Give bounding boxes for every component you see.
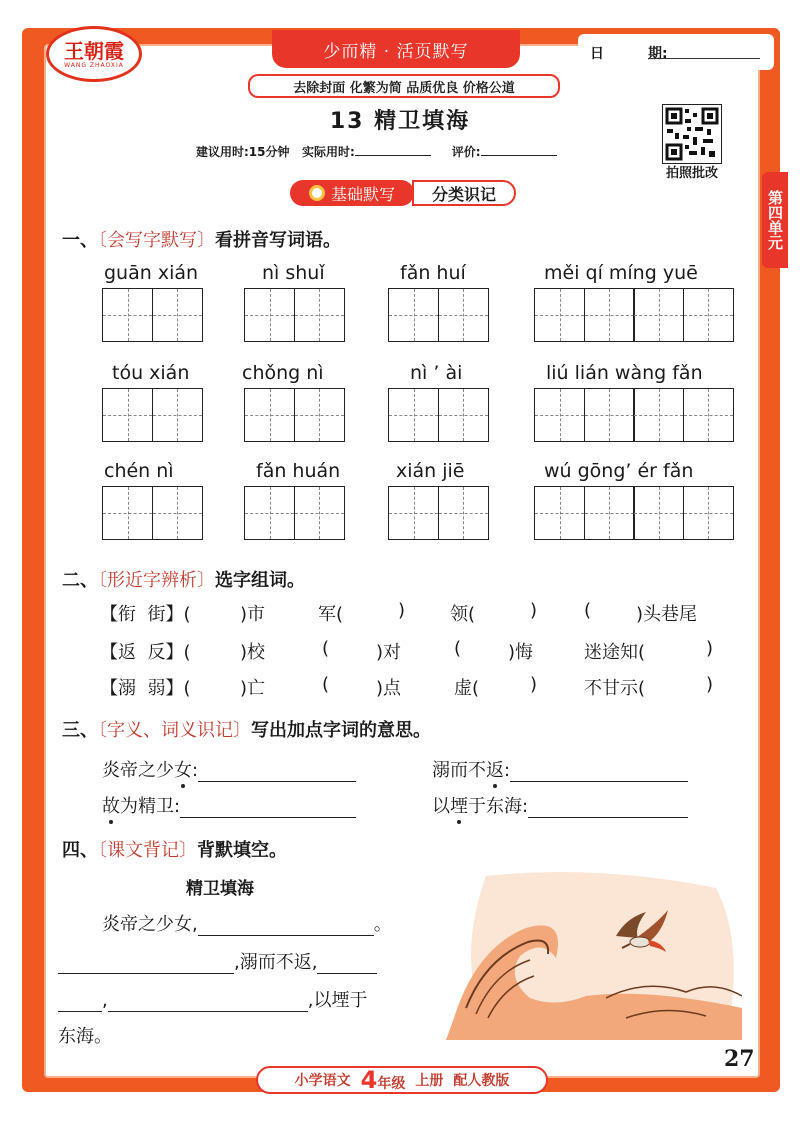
dotted-char: 返 bbox=[486, 760, 504, 781]
meaning-item bbox=[432, 792, 688, 818]
section-pill-main bbox=[290, 180, 414, 206]
meaning-text: 溺而不 bbox=[432, 760, 486, 781]
poem-blank[interactable] bbox=[58, 993, 102, 1012]
choice-text: )校 bbox=[240, 642, 266, 663]
choice-text: )悔 bbox=[508, 642, 534, 663]
choice-text: )头巷尾 bbox=[636, 604, 698, 625]
choice-text: ) bbox=[530, 674, 538, 695]
choice-text: 虚( bbox=[454, 678, 480, 699]
section4-tag: 〔课文背记〕 bbox=[98, 840, 197, 861]
poem-line: 东海。 bbox=[58, 1026, 112, 1047]
poem-text: 炎帝之少女, bbox=[102, 914, 198, 935]
choice-text: )点 bbox=[376, 678, 402, 699]
poem-line bbox=[102, 910, 392, 936]
brand-logo bbox=[46, 26, 142, 82]
section3-tag: 〔字义、词义识记〕 bbox=[98, 720, 251, 741]
pinyin-label: nì shuǐ bbox=[262, 262, 325, 284]
actual-time-label: 实际用时: bbox=[302, 145, 355, 159]
choice-text: ) bbox=[530, 600, 538, 621]
choice-text: ) bbox=[398, 600, 406, 621]
section-pill-sub: 分类识记 bbox=[412, 180, 516, 206]
slogan-strip: 去除封面 化繁为简 品质优良 价格公道 bbox=[248, 74, 560, 98]
writing-grid[interactable] bbox=[388, 388, 489, 442]
medal-icon bbox=[309, 185, 325, 201]
pinyin-label: liú lián wàng fǎn bbox=[546, 362, 703, 384]
logo-text: 王朝霞 bbox=[64, 38, 124, 63]
meaning-text: 炎帝之少 bbox=[102, 760, 174, 781]
meaning-item bbox=[102, 756, 356, 782]
pinyin-label: chǒng nì bbox=[242, 362, 324, 384]
series-banner: 少而精 · 活页默写 bbox=[272, 30, 520, 68]
unit-side-tab: 第四单元 bbox=[762, 172, 788, 268]
section4-number: 四、 bbox=[62, 840, 98, 861]
poem-blank[interactable] bbox=[108, 993, 308, 1012]
qr-label: 拍照批改 bbox=[665, 166, 718, 181]
dotted-char: 堙 bbox=[450, 796, 468, 817]
choice-text: 领( bbox=[450, 604, 476, 625]
date-box bbox=[578, 34, 774, 70]
pinyin-label: guān xián bbox=[104, 262, 199, 284]
choice-text: 迷途知( bbox=[584, 642, 646, 663]
date-label-2: 期: bbox=[648, 46, 668, 62]
section2-instruction: 选字组词。 bbox=[215, 570, 305, 591]
poem-blank[interactable] bbox=[317, 955, 377, 974]
choice-text: ) bbox=[706, 674, 714, 695]
section2-number: 二、 bbox=[62, 570, 98, 591]
writing-grid[interactable] bbox=[534, 288, 734, 342]
dotted-char: 女 bbox=[174, 760, 192, 781]
poem-text: , bbox=[102, 990, 108, 1011]
pinyin-label: fǎn huí bbox=[400, 262, 466, 284]
writing-grid[interactable] bbox=[244, 388, 345, 442]
section1-number: 一、 bbox=[62, 230, 98, 251]
poem-text: 。 bbox=[373, 914, 392, 935]
footer-edition: 配人教版 bbox=[453, 1073, 510, 1089]
pinyin-label: měi qí míng yuē bbox=[544, 262, 698, 284]
meaning-text: : bbox=[504, 760, 511, 781]
answer-blank[interactable] bbox=[510, 763, 688, 782]
choice-text: 【溺 弱】( bbox=[100, 678, 191, 699]
writing-grid[interactable] bbox=[534, 388, 734, 442]
dotted-char: 故 bbox=[102, 796, 120, 817]
answer-blank[interactable] bbox=[198, 763, 356, 782]
logo-subtext: WANG ZHAOXIA bbox=[64, 61, 124, 69]
choice-text: ) bbox=[706, 638, 714, 659]
qr-code-icon[interactable] bbox=[662, 104, 722, 164]
writing-grid[interactable] bbox=[244, 486, 345, 540]
pinyin-label: nì ’ ài bbox=[410, 362, 463, 384]
date-label-1: 日 bbox=[590, 46, 604, 62]
writing-grid[interactable] bbox=[244, 288, 345, 342]
writing-grid[interactable] bbox=[102, 288, 203, 342]
section3-heading bbox=[62, 716, 431, 742]
section3-number: 三、 bbox=[62, 720, 98, 741]
pinyin-label: tóu xián bbox=[112, 362, 190, 384]
section-pill-main-label: 基础默写 bbox=[330, 184, 395, 204]
writing-grid[interactable] bbox=[102, 388, 203, 442]
meaning-text: 以 bbox=[432, 796, 450, 817]
meaning-text: 于东海: bbox=[468, 796, 529, 817]
evaluation-label: 评价: bbox=[451, 145, 481, 159]
footer-grade-number: 4 bbox=[360, 1066, 378, 1094]
poem-title: 精卫填海 bbox=[186, 879, 254, 899]
writing-grid[interactable] bbox=[534, 486, 734, 540]
choice-text: 不甘示( bbox=[584, 678, 646, 699]
date-blank[interactable] bbox=[648, 58, 760, 59]
footer-subject: 小学语文 bbox=[294, 1073, 351, 1089]
choice-text: ( bbox=[584, 600, 592, 621]
poem-text: ,溺而不返, bbox=[234, 952, 318, 973]
choice-text: )亡 bbox=[240, 678, 266, 699]
poem-line bbox=[58, 948, 377, 974]
footer-strip bbox=[256, 1066, 548, 1094]
meaning-text: : bbox=[192, 760, 199, 781]
section4-heading bbox=[62, 836, 287, 862]
evaluation-blank[interactable] bbox=[481, 143, 557, 156]
pinyin-label: fǎn huán bbox=[256, 460, 341, 482]
section2-tag: 〔形近字辨析〕 bbox=[98, 570, 215, 591]
section1-tag: 〔会写字默写〕 bbox=[98, 230, 215, 251]
pinyin-label: chén nì bbox=[104, 460, 174, 482]
section3-instruction: 写出加点字词的意思。 bbox=[251, 720, 431, 741]
choice-text: ( bbox=[322, 674, 330, 695]
meaning-text: 为精卫: bbox=[120, 796, 181, 817]
poem-blank[interactable] bbox=[58, 955, 234, 974]
meaning-item bbox=[432, 756, 688, 782]
actual-time-blank[interactable] bbox=[355, 143, 431, 156]
time-row bbox=[196, 143, 557, 160]
section4-instruction: 背默填空。 bbox=[197, 840, 287, 861]
writing-grid[interactable] bbox=[102, 486, 203, 540]
meaning-item bbox=[102, 792, 356, 818]
section2-heading bbox=[62, 566, 305, 592]
writing-grid[interactable] bbox=[388, 288, 489, 342]
answer-blank[interactable] bbox=[180, 799, 356, 818]
jingwei-wave-illustration bbox=[446, 868, 742, 1040]
choice-text: 【衔 街】( bbox=[100, 604, 191, 625]
choice-text: ( bbox=[454, 638, 462, 659]
choice-text: 【返 反】( bbox=[100, 642, 191, 663]
choice-text: )对 bbox=[376, 642, 402, 663]
pinyin-label: xián jiē bbox=[396, 460, 465, 482]
choice-text: ( bbox=[322, 638, 330, 659]
footer-term: 上册 bbox=[415, 1073, 444, 1089]
section1-heading bbox=[62, 226, 341, 252]
answer-blank[interactable] bbox=[528, 799, 688, 818]
choice-text: )市 bbox=[240, 604, 266, 625]
footer-grade: 年级 bbox=[377, 1076, 406, 1092]
section1-instruction: 看拼音写词语。 bbox=[215, 230, 341, 251]
lesson-title: 13 精卫填海 bbox=[329, 109, 471, 134]
page-number: 27 bbox=[724, 1046, 755, 1072]
choice-text: 军( bbox=[318, 604, 344, 625]
poem-line bbox=[58, 986, 367, 1012]
poem-blank[interactable] bbox=[198, 917, 374, 936]
writing-grid[interactable] bbox=[388, 486, 489, 540]
suggest-time: 建议用时:15分钟 bbox=[196, 145, 290, 159]
pinyin-label: wú gōng’ ér fǎn bbox=[544, 460, 694, 482]
poem-text: ,以堙于 bbox=[307, 990, 368, 1011]
